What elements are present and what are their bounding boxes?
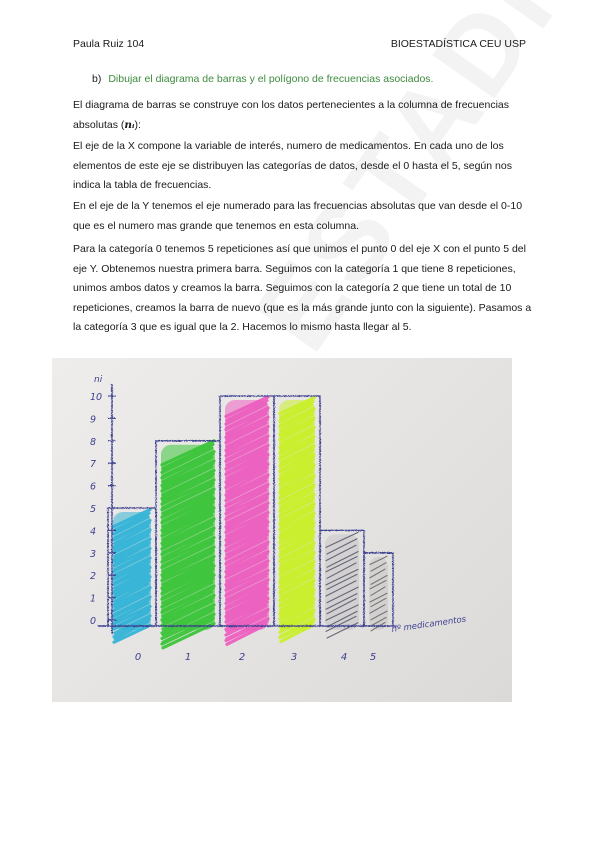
y-tick-label: 3 (90, 548, 97, 560)
y-tick-label: 2 (90, 571, 97, 583)
task-text: Dibujar el diagrama de barras y el polígono de frecuencias asociados. (108, 73, 434, 85)
x-tick-label: 0 (134, 652, 142, 663)
y-tick-label: 0 (90, 616, 97, 627)
paragraph-y-axis: En el eje de la Y tenemos el eje numerado para las frecuencias absolutas que van desde el 0-10 que es el numero mas grande que tenemos en esta columna. (73, 200, 523, 232)
x-tick-label: 2 (238, 652, 246, 663)
y-tick-label: 7 (90, 459, 97, 471)
bar-cat-3 (279, 398, 315, 642)
hand-drawn-bar-chart-photo (52, 358, 512, 702)
bar-cat-4 (325, 532, 359, 638)
frequency-symbol: nᵢ (124, 118, 135, 131)
y-tick-label: 10 (90, 392, 103, 403)
y-axis-title: ni (94, 375, 103, 385)
bar-cat-0 (113, 510, 151, 643)
bar-cat-1 (161, 441, 215, 648)
task-marker: b) (92, 73, 102, 85)
y-tick-label: 5 (90, 504, 97, 515)
x-tick-label: 3 (290, 652, 298, 663)
x-tick-label: 1 (184, 652, 192, 663)
y-tick-label: 9 (90, 414, 97, 426)
x-tick-label: 5 (369, 652, 377, 663)
x-tick-label: 4 (340, 652, 348, 663)
y-tick-label: 4 (90, 526, 97, 538)
x-axis-title: nº medicamentos (391, 614, 467, 635)
bar-cat-5 (369, 556, 388, 631)
paragraph-bar-chart-intro (73, 96, 533, 135)
bar-cat-2 (225, 397, 269, 644)
paragraph-procedure: Para la categoría 0 tenemos 5 repeticiones así que unimos el punto 0 del eje X con el punto 5 del eje Y. Obtenemos nuestra primera barra. Seguimos con la categoría 1 que tiene 8 repeticiones, unimos ambos datos y creamos la barra. Seguimos con la categoría 2 que tiene un total de 10 repeticiones, creamos la barra de nuevo (que es la más grande junto con la siguiente). Pasamos a la categoría 3 que es igual que la 2. Hacemos lo mismo hasta llegar al 5. (73, 243, 532, 333)
p1-text: El diagrama de barras se construye con los datos pertenecientes a la columna de frecuencias absolutas ( (73, 99, 509, 131)
y-tick-label: 8 (90, 436, 97, 448)
bar-chart-svg (52, 358, 512, 702)
paragraph-x-axis: El eje de la X compone la variable de interés, numero de medicamentos. En cada uno de los elementos de este eje se distribuyen las categorías de datos, desde el 0 hasta el 5, según nos indica la tabla de frecuencias. (73, 140, 512, 191)
y-tick-label: 1 (90, 593, 97, 605)
task-item (92, 73, 433, 85)
y-tick-label: 6 (90, 481, 97, 493)
author-label: Paula Ruiz 104 (73, 38, 145, 50)
course-label: BIOESTADÍSTICA CEU USP (390, 38, 526, 50)
p1-end: ): (134, 118, 141, 131)
